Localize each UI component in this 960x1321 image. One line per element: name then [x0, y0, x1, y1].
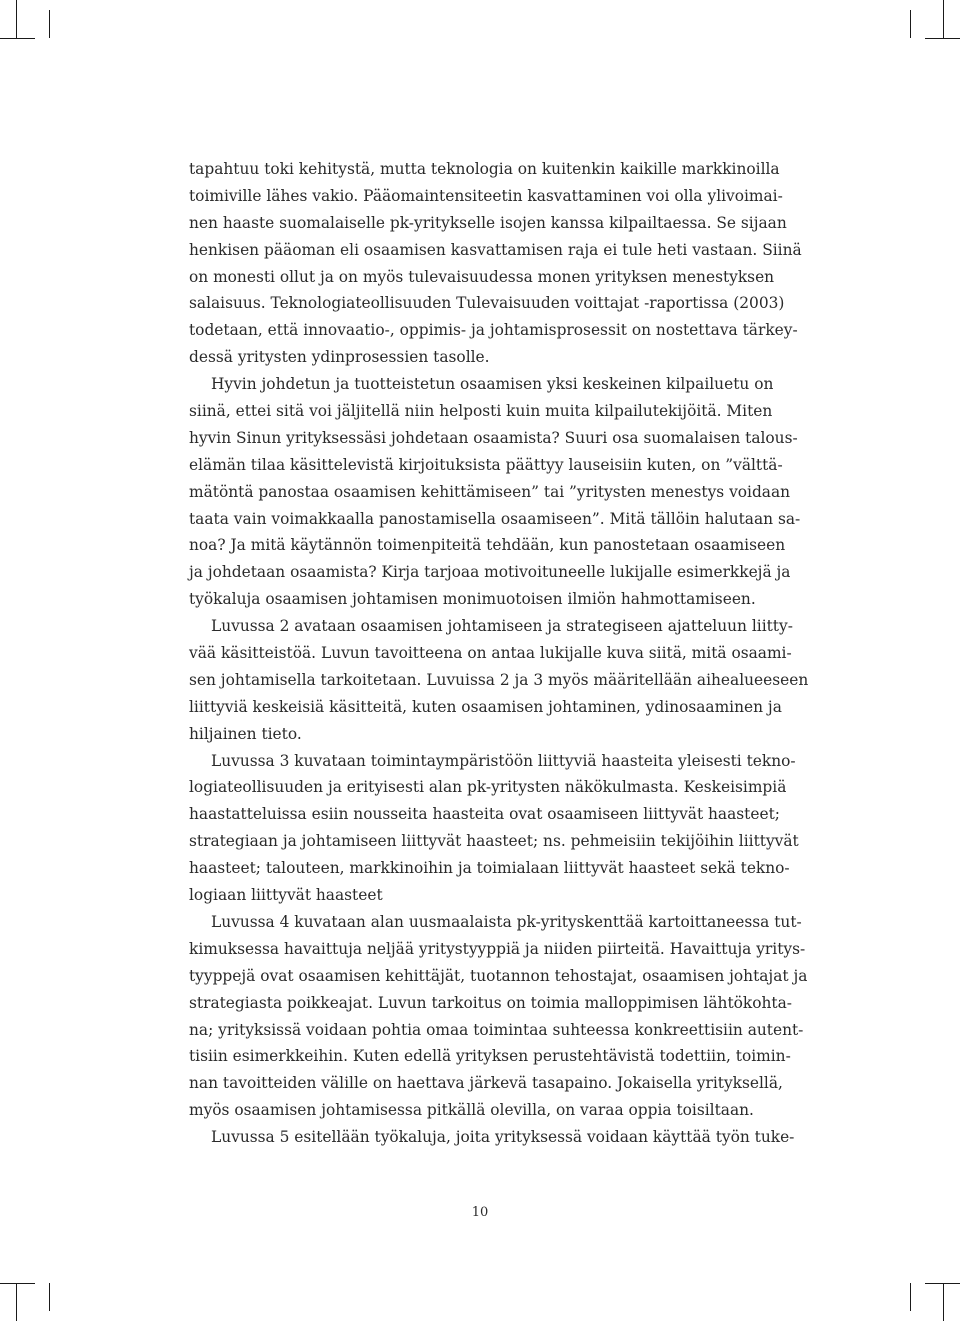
- crop-mark-bottom-right-horizontal: [925, 1283, 960, 1284]
- text-line: Luvussa 2 avataan osaamisen johtamiseen ja strategiseen ajatteluun liitty-: [211, 617, 793, 636]
- crop-mark-top-right-horizontal: [925, 38, 960, 39]
- text-line: työkaluja osaamisen johtamisen monimuotoisen ilmiön hahmottamiseen.: [189, 590, 756, 609]
- text-line: hyvin Sinun yrityksessäsi johdetaan osaamista? Suuri osa suomalaisen talous-: [189, 428, 798, 447]
- crop-mark-top-left-vertical: [16, 0, 17, 38]
- crop-mark-top-left-horizontal: [0, 38, 35, 39]
- text-line: tapahtuu toki kehitystä, mutta teknologia on kuitenkin kaikille markkinoilla: [189, 160, 780, 178]
- text-line: na; yrityksissä voidaan pohtia omaa toimintaa suhteessa konkreettisiin autent-: [189, 1020, 804, 1039]
- text-line: tyyppejä ovat osaamisen kehittäjät, tuotannon tehostajat, osaamisen johtajat ja: [189, 966, 808, 985]
- text-line: ja johdetaan osaamista? Kirja tarjoaa motivoituneelle lukijalle esimerkkejä ja: [189, 563, 791, 582]
- crop-mark-top-right-inner: [910, 10, 911, 38]
- text-line: liittyviä keskeisiä käsitteitä, kuten osaamisen johtaminen, ydinosaaminen ja: [189, 697, 782, 716]
- page-body: [189, 156, 809, 1151]
- text-line: elämän tilaa käsittelevistä kirjoituksista päättyy lauseisiin kuten, on ”välttä-: [189, 455, 783, 474]
- text-line: vää käsitteistöä. Luvun tavoitteena on antaa lukijalle kuva siitä, mitä osaami-: [189, 644, 792, 663]
- text-line: hiljainen tieto.: [189, 724, 302, 743]
- text-line: todetaan, että innovaatio-, oppimis- ja johtamisprosessit on nostettava tärkey-: [189, 321, 798, 340]
- text-line: logiaan liittyvät haasteet: [189, 886, 383, 905]
- text-line: toimiville lähes vakio. Pääomaintensiteetin kasvattaminen voi olla ylivoimai-: [189, 186, 783, 205]
- text-line: nen haaste suomalaiselle pk-yritykselle isojen kanssa kilpailtaessa. Se sijaan: [189, 213, 787, 232]
- text-line: Luvussa 3 kuvataan toimintaympäristöön liittyviä haasteita yleisesti tekno-: [211, 751, 796, 770]
- text-line: logiateollisuuden ja erityisesti alan pk-yritysten näkökulmasta. Keskeisimpiä: [189, 778, 787, 797]
- text-line: taata vain voimakkaalla panostamisella osaamiseen”. Mitä tällöin halutaan sa-: [189, 509, 801, 528]
- text-line: sen johtamisella tarkoitetaan. Luvuissa 2 ja 3 myös määritellään aihealueeseen: [189, 670, 809, 689]
- text-line: strategiaan ja johtamiseen liittyvät haasteet; ns. pehmeisiin tekijöihin liittyvät: [189, 832, 799, 851]
- text-line: Luvussa 4 kuvataan alan uusmaalaista pk-yrityskenttää kartoittaneessa tut-: [211, 912, 802, 931]
- text-line: haasteet; talouteen, markkinoihin ja toimialaan liittyvät haasteet sekä tekno-: [189, 859, 790, 878]
- text-line: Hyvin johdetun ja tuotteistetun osaamisen yksi keskeinen kilpailuetu on: [211, 375, 774, 394]
- crop-mark-top-left-inner: [49, 10, 50, 38]
- crop-mark-bottom-right-inner: [910, 1283, 911, 1311]
- crop-mark-bottom-left-vertical: [16, 1283, 17, 1321]
- text-line: dessä yritysten ydinprosessien tasolle.: [189, 348, 490, 367]
- text-line: siinä, ettei sitä voi jäljitellä niin helposti kuin muita kilpailutekijöitä. Miten: [189, 402, 773, 421]
- text-line: myös osaamisen johtamisessa pitkällä olevilla, on varaa oppia toisiltaan.: [189, 1101, 754, 1120]
- text-line: mätöntä panostaa osaamisen kehittämiseen” tai ”yritysten menestys voidaan: [189, 482, 791, 501]
- text-line: nan tavoitteiden välille on haettava järkevä tasapaino. Jokaisella yrityksellä,: [189, 1074, 783, 1093]
- text-line: tisiin esimerkkeihin. Kuten edellä yrityksen perustehtävistä todettiin, toimin-: [189, 1047, 791, 1066]
- text-line: Luvussa 5 esitellään työkaluja, joita yrityksessä voidaan käyttää työn tuke-: [211, 1128, 795, 1147]
- page-number: 10: [471, 1205, 489, 1220]
- text-line: kimuksessa havaittuja neljää yritystyyppiä ja niiden piirteitä. Havaittuja yritys-: [189, 939, 806, 958]
- text-line: henkisen pääoman eli osaamisen kasvattamisen raja ei tule heti vastaan. Siinä: [189, 240, 802, 259]
- text-line: salaisuus. Teknologiateollisuuden Tulevaisuuden voittajat -raportissa (2003): [189, 294, 785, 313]
- crop-mark-bottom-left-horizontal: [0, 1283, 35, 1284]
- crop-mark-bottom-left-inner: [49, 1283, 50, 1311]
- crop-mark-bottom-right-vertical: [943, 1283, 944, 1321]
- text-line: on monesti ollut ja on myös tulevaisuudessa monen yrityksen menestyksen: [189, 267, 775, 286]
- crop-mark-top-right-vertical: [943, 0, 944, 38]
- text-line: haastatteluissa esiin nousseita haasteita ovat osaamiseen liittyvät haasteet;: [189, 805, 780, 824]
- text-line: strategiasta poikkeajat. Luvun tarkoitus on toimia malloppimisen lähtökohta-: [189, 993, 792, 1012]
- text-line: noa? Ja mitä käytännön toimenpiteitä tehdään, kun panostetaan osaamiseen: [189, 536, 786, 555]
